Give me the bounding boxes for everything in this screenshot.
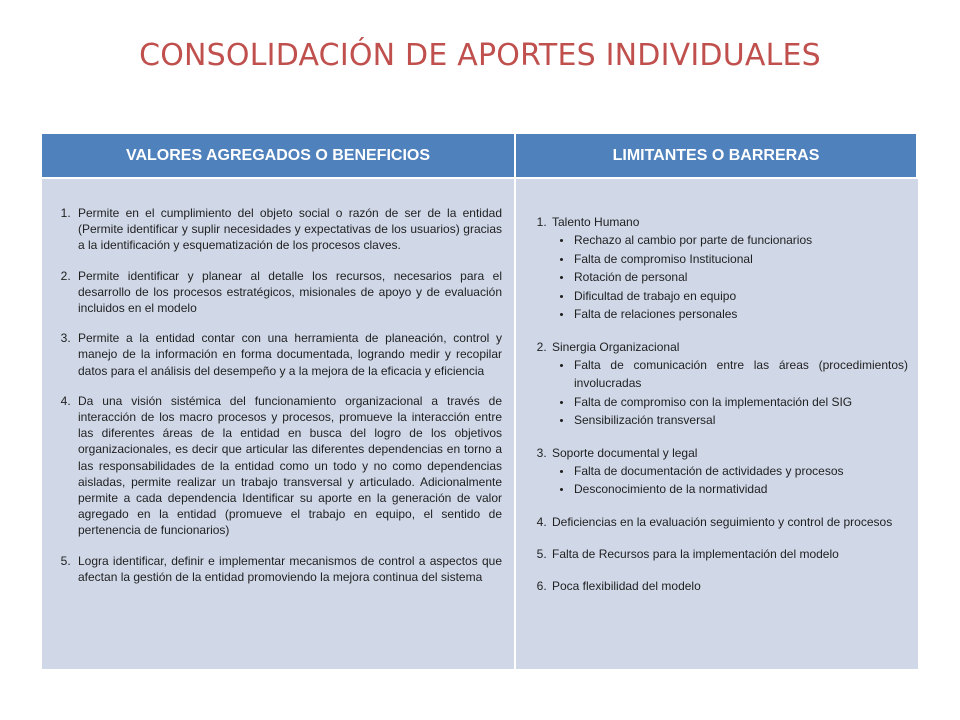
limitations-cell	[516, 177, 918, 669]
limitation-label: Talento Humano	[552, 215, 640, 229]
consolidation-table	[42, 134, 918, 669]
limitation-group	[550, 577, 908, 595]
benefit-item: 5. Logra identificar, definir e implementar mecanismos de control a aspectos que afectan la gestión de la entidad promoviendo la mejora continua del sistema	[74, 553, 502, 585]
limitation-label: Sinergia Organizacional	[552, 339, 680, 354]
limitations-list	[530, 213, 908, 595]
benefit-item: 2. Permite identificar y planear al detalle los recursos, necesarios para el desarrollo de los procesos estratégicos, misionales de apoyo y de evaluación incluidos en el modelo	[74, 268, 502, 317]
limitation-subitem: Desconocimiento de la normatividad	[574, 480, 908, 499]
benefit-item: 3. Permite a la entidad contar con una herramienta de planeación, control y manejo de la información en forma documentada, logrando medir y recopilar datos para el análisis del desempeño y a la mejora de la eficacia y eficiencia	[74, 330, 502, 379]
limitation-label: Poca flexibilidad del modelo	[552, 578, 701, 593]
limitation-group	[550, 545, 908, 563]
limitation-label: Soporte documental y legal	[552, 445, 698, 460]
limitation-subitem: Falta de documentación de actividades y procesos	[574, 462, 908, 481]
header-limitations: LIMITANTES O BARRERAS	[516, 134, 918, 177]
benefits-list	[54, 205, 502, 585]
limitation-subitem: Sensibilización transversal	[574, 411, 908, 430]
benefit-item: 4. Da una visión sistémica del funcionamiento organizacional a través de interacción de los macro procesos y procesos, promueve la interacción entre las diferentes áreas de la entidad en busca del logro de los objetivos organizacionales, es decir que articular las diferentes dependencias en torno a las responsabilidades de la entidad como un todo y no como dependencias aisladas, permite realizar un trabajo transversal y articulado. Adicionalmente permite a cada dependencia Identificar su aporte en la generación de valor agregado en la entidad (promueve el trabajo en equipo, el sentido de pertenencia de funcionarios)	[74, 393, 502, 539]
benefits-cell	[42, 177, 516, 669]
limitation-group	[550, 444, 908, 499]
limitation-group	[550, 513, 908, 531]
limitation-subitem: Rechazo al cambio por parte de funcionarios	[574, 231, 908, 250]
limitation-subitem: Falta de relaciones personales	[574, 305, 908, 324]
limitation-subitem: Falta de compromiso Institucional	[574, 250, 908, 269]
limitation-sublist	[552, 231, 908, 324]
limitation-label: Falta de Recursos para la implementación del modelo	[552, 546, 839, 561]
limitation-subitem: Falta de compromiso con la implementación del SIG	[574, 393, 908, 412]
limitation-subitem: Rotación de personal	[574, 268, 908, 287]
limitation-subitem: Dificultad de trabajo en equipo	[574, 287, 908, 306]
limitation-group	[550, 338, 908, 430]
benefit-item: 1. Permite en el cumplimiento del objeto social o razón de ser de la entidad (Permite identificar y suplir necesidades y expectativas de los usuarios) gracias a la identificación y esquematización de los procesos claves.	[74, 205, 502, 254]
limitation-sublist	[552, 462, 908, 499]
slide-title: CONSOLIDACIÓN DE APORTES INDIVIDUALES	[139, 38, 821, 73]
limitation-sublist	[552, 356, 908, 430]
header-benefits: VALORES AGREGADOS O BENEFICIOS	[42, 134, 516, 177]
limitation-label: Deficiencias en la evaluación seguimiento y control de procesos	[552, 514, 893, 529]
limitation-group	[550, 213, 908, 324]
limitation-subitem: Falta de comunicación entre las áreas (procedimientos) involucradas	[574, 356, 908, 393]
